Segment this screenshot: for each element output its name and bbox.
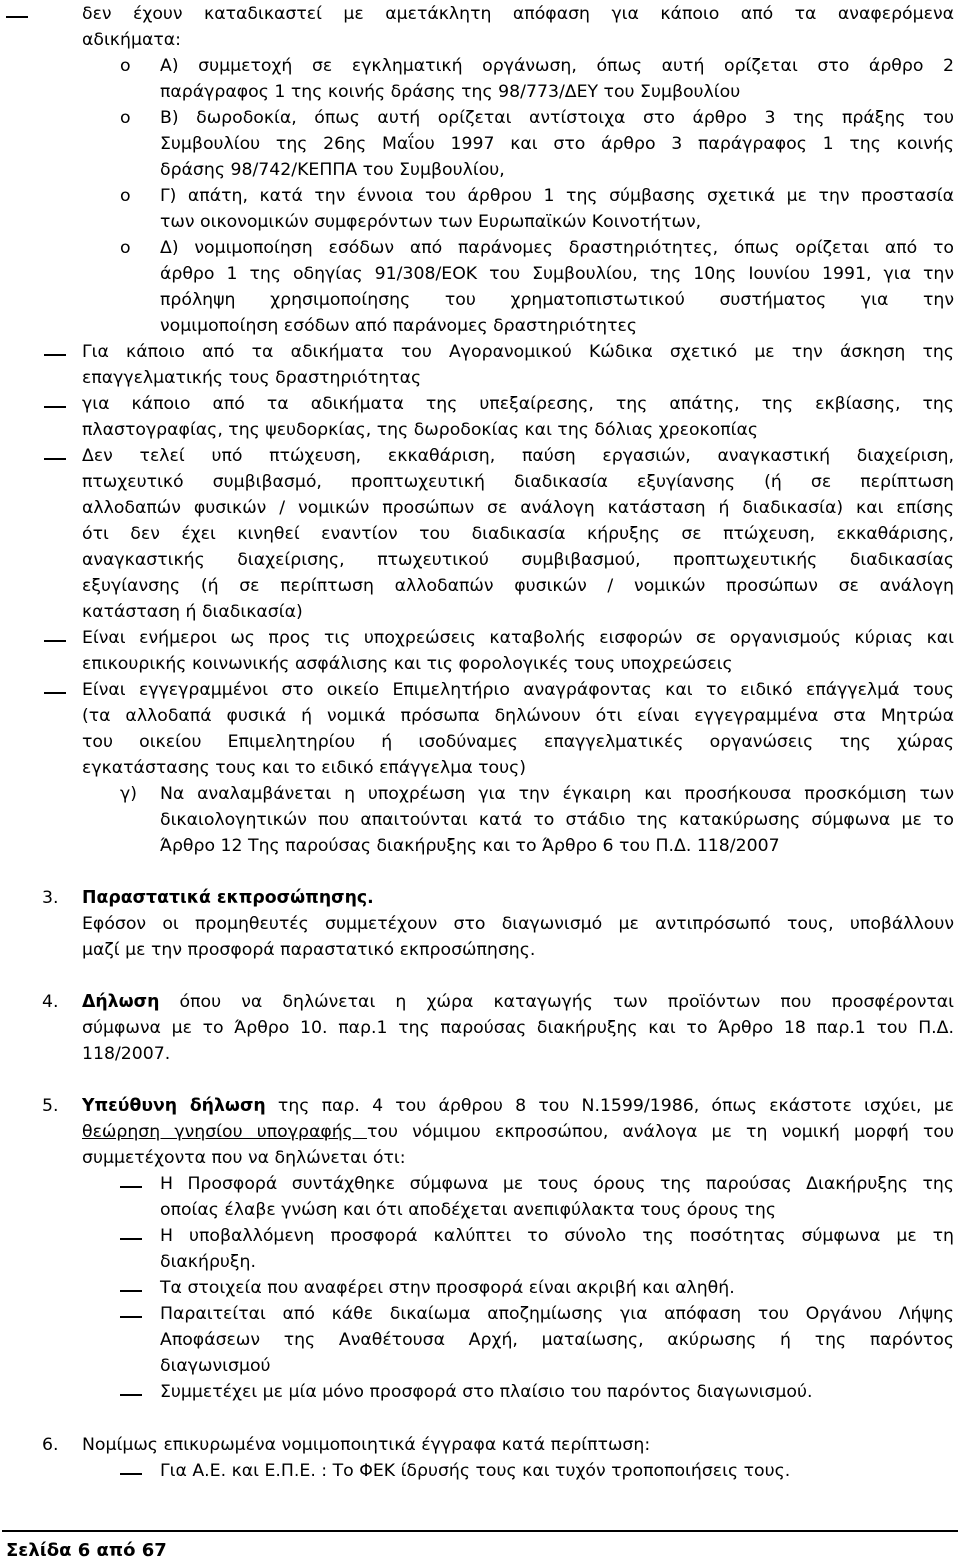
condition-line: (τα αλλοδαπά φυσικά ή νομικά πρόσωπα δηλώνουν ότι είναι εγγεγραμμένα στα Μητρώα bbox=[82, 706, 954, 726]
circle-bullet: o bbox=[120, 108, 131, 128]
section-title: Νομίμως επικυρωμένα νομιμοποιητικά έγγραφα κατά περίπτωση: bbox=[82, 1435, 651, 1455]
condition-line: Για κάποιο από τα αδικήματα του Αγορανομικού Κώδικα σχετικό με την άσκηση της bbox=[82, 342, 954, 362]
dash-bullet bbox=[44, 458, 66, 460]
condition-line: αλλοδαπών φυσικών / νομικών προσώπων σε ανάλογη κατάσταση ή διαδικασία) και επίσης bbox=[82, 498, 954, 518]
condition-line: Είναι εγγεγραμμένοι στο οικείο Επιμελητήριο αναγράφοντας και το ειδικό επάγγελμά τους bbox=[82, 680, 954, 700]
offence-line: Α) συμμετοχή σε εγκληματική οργάνωση, όπως αυτή ορίζεται στο άρθρο 2 bbox=[160, 56, 954, 76]
gamma-line: δικαιολογητικών που απαιτούνται κατά το στάδιο της κατακύρωσης σύμφωνα με το bbox=[160, 810, 954, 830]
dash-bullet bbox=[120, 1473, 142, 1475]
dash-bullet bbox=[6, 16, 28, 18]
condition-line: του οικείου Επιμελητηρίου ή ισοδύναμες επαγγελματικές οργανώσεις της χώρας bbox=[82, 732, 954, 752]
section-number: 5. bbox=[42, 1096, 59, 1116]
gamma-line: Να αναλαμβάνεται η υποχρέωση για την έγκαιρη και προσήκουσα προσκόμιση των bbox=[160, 784, 954, 804]
offence-line: Γ) απάτη, κατά την έννοια του άρθρου 1 της σύμβασης σχετικά με την προστασία bbox=[160, 186, 954, 206]
condition-line: Δεν τελεί υπό πτώχευση, εκκαθάριση, παύση εργασιών, αναγκαστική διαχείριση, bbox=[82, 446, 954, 466]
body-line: αδικήματα: bbox=[82, 30, 181, 50]
section-text: του νόμιμου εκπροσώπου, ανάλογα με τη νομική μορφή του bbox=[367, 1122, 954, 1142]
section-title: Παραστατικά εκπροσώπησης. bbox=[82, 888, 374, 908]
declaration-line: Τα στοιχεία που αναφέρει στην προσφορά είναι ακριβή και αληθή. bbox=[160, 1278, 735, 1298]
circle-bullet: o bbox=[120, 238, 131, 258]
declaration-line: Συμμετέχει με μία μόνο προσφορά στο πλαίσιο του παρόντος διαγωνισμού. bbox=[160, 1382, 813, 1402]
dash-bullet bbox=[44, 406, 66, 408]
gamma-marker: γ) bbox=[120, 784, 137, 804]
dash-bullet bbox=[120, 1290, 142, 1292]
offence-line: Συμβουλίου της 26ης Μαΐου 1997 και στο άρθρο 3 παράγραφος 1 της κοινής bbox=[160, 134, 954, 154]
section-line bbox=[82, 1119, 954, 1145]
condition-line: πτωχευτικό συμβιβασμό, προπτωχευτική διαδικασία εξυγίανσης (ή σε περίπτωση bbox=[82, 472, 954, 492]
body-line: δεν έχουν καταδικαστεί με αμετάκλητη απόφαση για κάποιο από τα αναφερόμενα bbox=[82, 4, 954, 24]
condition-line: επαγγελματικής τους δραστηριότητας bbox=[82, 368, 422, 388]
declaration-line: οποίας έλαβε γνώση και ότι αποδέχεται ανεπιφύλακτα τους όρους της bbox=[160, 1200, 776, 1220]
document-line: Για Α.Ε. και Ε.Π.Ε. : Το ΦΕΚ ίδρυσής τους και τυχόν τροποποιήσεις τους. bbox=[160, 1461, 791, 1481]
offence-line: παράγραφος 1 της κοινής δράσης της 98/773/ΔΕΥ του Συμβουλίου bbox=[160, 82, 741, 102]
condition-line: πλαστογραφίας, της ψευδορκίας, της δωροδοκίας και της δόλιας χρεοκοπίας bbox=[82, 420, 759, 440]
section-number: 3. bbox=[42, 888, 59, 908]
section-title: Υπεύθυνη δήλωση bbox=[82, 1096, 266, 1116]
dash-bullet bbox=[120, 1316, 142, 1318]
section-line bbox=[82, 1093, 954, 1119]
section-line: 118/2007. bbox=[82, 1044, 171, 1064]
declaration-line: διακήρυξη. bbox=[160, 1252, 257, 1272]
condition-line: επικουρικής κοινωνικής ασφάλισης και τις φορολογικές τους υποχρεώσεις bbox=[82, 654, 733, 674]
section-title: Δήλωση bbox=[82, 992, 160, 1012]
declaration-line: Η υποβαλλόμενη προσφορά καλύπτει το σύνολο της ποσότητας σύμφωνα με τη bbox=[160, 1226, 954, 1246]
condition-line: ότι δεν έχει κινηθεί εναντίον του διαδικασία κήρυξης σε πτώχευση, εκκαθάρισης, bbox=[82, 524, 954, 544]
dash-bullet bbox=[120, 1394, 142, 1396]
section-number: 4. bbox=[42, 992, 59, 1012]
offence-line: δράσης 98/742/ΚΕΠΠΑ του Συμβουλίου, bbox=[160, 160, 505, 180]
section-text: της παρ. 4 του άρθρου 8 του Ν.1599/1986, όπως εκάστοτε ισχύει, με bbox=[265, 1096, 955, 1116]
condition-line: εγκατάστασης τους και το ειδικό επάγγελμα τους) bbox=[82, 758, 526, 778]
offence-line: Δ) νομιμοποίηση εσόδων από παράνομες δραστηριότητες, όπως ορίζεται από το bbox=[160, 238, 954, 258]
offence-line: των οικονομικών συμφερόντων των Ευρωπαϊκών Κοινοτήτων, bbox=[160, 212, 702, 232]
dash-bullet bbox=[44, 692, 66, 694]
section-line: συμμετέχοντα που να δηλώνεται ότι: bbox=[82, 1148, 406, 1168]
dash-bullet bbox=[120, 1238, 142, 1240]
offence-line: νομιμοποίηση εσόδων από παράνομες δραστηριότητες bbox=[160, 316, 637, 336]
circle-bullet: o bbox=[120, 56, 131, 76]
gamma-line: Άρθρο 12 Της παρούσας διακήρυξης και το Άρθρο 6 του Π.Δ. 118/2007 bbox=[160, 836, 780, 856]
section-line: σύμφωνα με το Άρθρο 10. παρ.1 της παρούσας διακήρυξης και το Άρθρο 18 παρ.1 του Π.Δ. bbox=[82, 1018, 954, 1038]
offence-line: πρόληψη χρησιμοποίησης του χρηματοπιστωτικού συστήματος για την bbox=[160, 290, 954, 310]
offence-line: Β) δωροδοκία, όπως αυτή ορίζεται αντίστοιχα στο άρθρο 3 της πράξης του bbox=[160, 108, 954, 128]
dash-bullet bbox=[120, 1186, 142, 1188]
section-line bbox=[82, 989, 954, 1015]
section-line: Εφόσον οι προμηθευτές συμμετέχουν στο διαγωνισμό με αντιπρόσωπό τους, υποβάλλουν bbox=[82, 914, 954, 934]
declaration-line: Αποφάσεων της Αναθέτουσα Αρχή, ματαίωσης, ακύρωσης ή της παρόντος bbox=[160, 1330, 954, 1350]
condition-line: κατάσταση ή διαδικασία) bbox=[82, 602, 303, 622]
condition-line: εξυγίανσης (ή σε περίπτωση αλλοδαπών φυσικών / νομικών προσώπων σε ανάλογη bbox=[82, 576, 954, 596]
underlined-phrase: θεώρηση γνησίου υπογραφής bbox=[82, 1122, 367, 1142]
offence-line: άρθρο 1 της οδηγίας 91/308/ΕΟΚ του Συμβουλίου, της 10ης Ιουνίου 1991, για την bbox=[160, 264, 954, 284]
dash-bullet bbox=[44, 354, 66, 356]
section-line: μαζί με την προσφορά παραστατικό εκπροσώπησης. bbox=[82, 940, 536, 960]
condition-line: για κάποιο από τα αδικήματα της υπεξαίρεσης, της απάτης, της εκβίασης, της bbox=[82, 394, 954, 414]
section-text: όπου να δηλώνεται η χώρα καταγωγής των προϊόντων που προσφέρονται bbox=[159, 992, 954, 1012]
page-number: Σελίδα 6 από 67 bbox=[6, 1540, 167, 1561]
condition-line: αναγκαστικής διαχείρισης, πτωχευτικού συμβιβασμού, προπτωχευτικής διαδικασίας bbox=[82, 550, 954, 570]
circle-bullet: o bbox=[120, 186, 131, 206]
declaration-line: Η Προσφορά συντάχθηκε σύμφωνα με τους όρους της παρούσας Διακήρυξης της bbox=[160, 1174, 954, 1194]
declaration-line: διαγωνισμού bbox=[160, 1356, 271, 1376]
declaration-line: Παραιτείται από κάθε δικαίωμα αποζημίωσης για απόφαση του Οργάνου Λήψης bbox=[160, 1304, 954, 1324]
section-number: 6. bbox=[42, 1435, 59, 1455]
footer-rule bbox=[2, 1530, 958, 1532]
dash-bullet bbox=[44, 640, 66, 642]
condition-line: Είναι ενήμεροι ως προς τις υποχρεώσεις καταβολής εισφορών σε οργανισμούς κύριας και bbox=[82, 628, 954, 648]
